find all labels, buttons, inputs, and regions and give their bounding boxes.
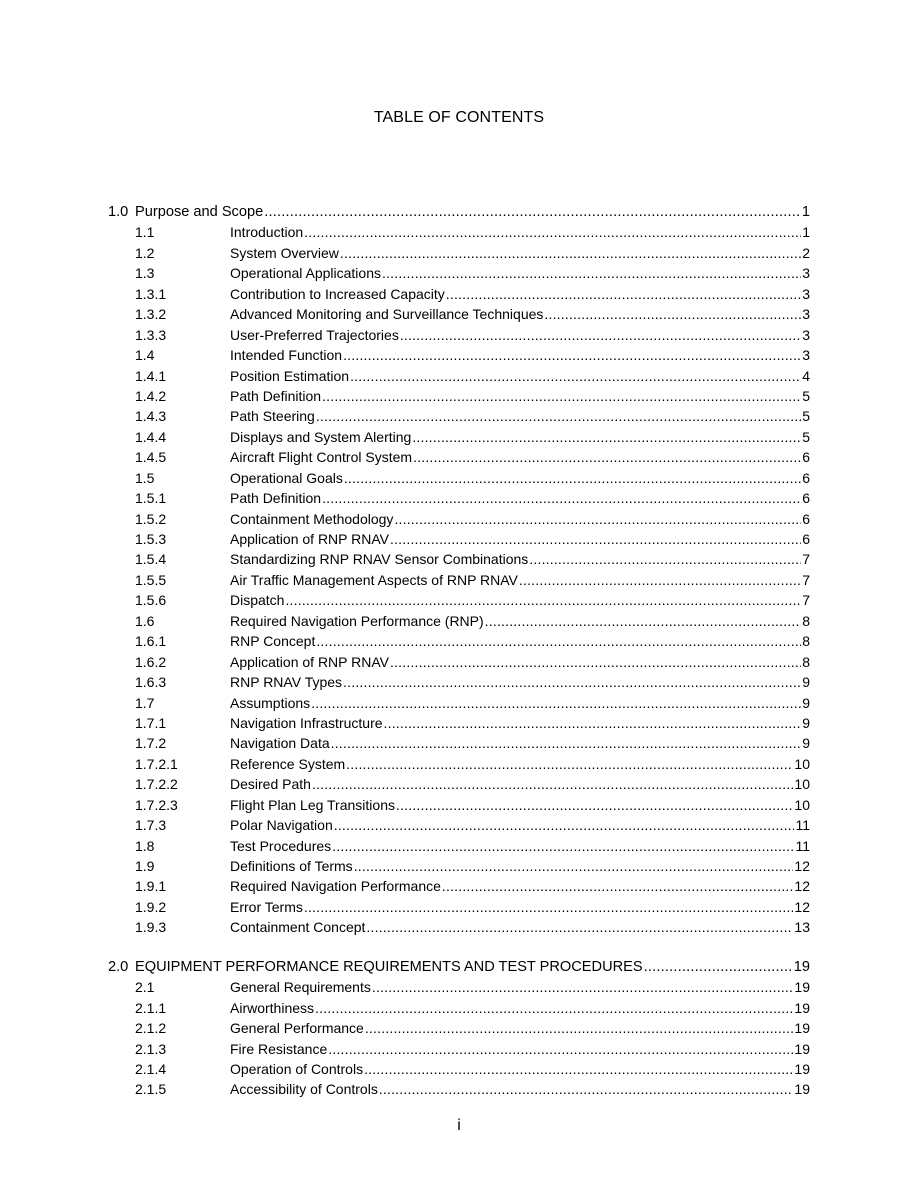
toc-entry-number: 1.5.3 <box>135 531 167 547</box>
dot-leader <box>412 427 801 447</box>
toc-entry-body <box>230 427 810 447</box>
dot-leader <box>343 672 801 692</box>
toc-entry-title: Application of RNP RNAV <box>230 531 389 547</box>
toc-entry-title: EQUIPMENT PERFORMANCE REQUIREMENTS AND TEST PROCEDURES <box>135 958 643 975</box>
dot-leader <box>304 222 801 242</box>
toc-entry-title: General Requirements <box>230 979 371 996</box>
toc-entry-page: 1 <box>801 204 810 220</box>
dot-leader <box>312 774 793 794</box>
toc-entry-title: Standardizing RNP RNAV Sensor Combinations <box>230 551 529 568</box>
toc-entry[interactable] <box>0 345 918 365</box>
toc-entry-title: Path Steering <box>230 408 315 425</box>
toc-entry-page: 7 <box>802 571 810 588</box>
toc-entry-number: 1.5.5 <box>135 571 167 588</box>
dot-leader <box>519 570 801 590</box>
toc-entry-body <box>230 876 810 896</box>
toc-entry-body <box>230 856 810 876</box>
toc-entry-page: 12 <box>794 858 810 874</box>
dot-leader <box>529 549 801 569</box>
toc-entry-body <box>230 549 810 569</box>
dot-leader <box>400 325 801 345</box>
toc-entry-page: 10 <box>794 755 810 772</box>
dot-leader <box>328 1039 793 1059</box>
toc-entry-title: Containment Concept <box>230 919 366 936</box>
toc-entry-body <box>230 977 810 997</box>
toc-entry-title: Operational Goals <box>230 469 343 486</box>
toc-entry-body <box>230 836 810 856</box>
dot-leader <box>396 795 793 815</box>
dot-leader <box>366 917 793 937</box>
toc-entry-page: 12 <box>794 898 810 915</box>
toc-entry[interactable] <box>0 733 918 753</box>
toc-entry[interactable] <box>0 549 918 569</box>
toc-entry-page: 19 <box>793 958 810 975</box>
toc-entry[interactable] <box>0 631 918 651</box>
toc-entry-title: Air Traffic Management Aspects of RNP RNAV <box>230 571 518 588</box>
toc-entry-title: Operation of Controls <box>230 1060 364 1077</box>
toc-entry-page: 9 <box>802 735 810 752</box>
toc-entry-title: Path Definition <box>230 387 322 404</box>
toc-entry-body <box>230 1039 810 1059</box>
toc-entry-number: 2.1.4 <box>135 1060 167 1077</box>
toc-entry-page: 8 <box>802 612 810 629</box>
toc-entry-body <box>230 304 810 324</box>
toc-entry-body <box>230 774 810 794</box>
toc-entry-page: 10 <box>794 796 810 813</box>
toc-entry-body <box>230 263 810 283</box>
toc-entry-page: 6 <box>802 449 810 466</box>
toc-entry-number: 1.4.5 <box>135 449 167 466</box>
toc-entry-title: Airworthiness <box>230 999 315 1016</box>
toc-entry-body <box>230 345 810 365</box>
toc-entry-title: Reference System <box>230 755 346 772</box>
toc-entry[interactable] <box>0 529 918 549</box>
toc-entry-number: 1.7.1 <box>135 714 167 731</box>
toc-entry-page: 11 <box>795 817 810 834</box>
toc-entry-body <box>230 325 810 345</box>
toc-entry-body <box>230 1018 810 1038</box>
toc-entry[interactable] <box>0 1039 918 1059</box>
dot-leader <box>364 1059 793 1079</box>
toc-entry-number: 2.0 <box>108 958 129 975</box>
toc-entry-body <box>230 1079 810 1099</box>
toc-entry-body <box>230 998 810 1018</box>
toc-entry-page: 3 <box>802 285 810 302</box>
toc-entry-page: 6 <box>802 531 810 547</box>
toc-entry-page: 3 <box>802 265 810 282</box>
toc-entry-body <box>230 795 810 815</box>
toc-entry-number: 2.1.2 <box>135 1020 167 1037</box>
toc-entry-body <box>230 243 810 263</box>
toc-entry-title: Dispatch <box>230 592 285 609</box>
toc-entry-number: 1.4 <box>135 347 155 364</box>
dot-leader <box>344 468 801 488</box>
toc-entry-page: 7 <box>802 551 810 568</box>
toc-entry-body <box>230 570 810 590</box>
toc-entry[interactable] <box>0 386 918 406</box>
toc-entry-page: 3 <box>802 306 810 323</box>
toc-entry-body <box>230 693 810 713</box>
toc-entry-title: Navigation Data <box>230 735 330 752</box>
toc-entry-page: 4 <box>802 367 810 384</box>
toc-entry-title: RNP Concept <box>230 633 316 650</box>
toc-entry-body <box>135 202 810 222</box>
dot-leader <box>343 345 801 365</box>
toc-entry-title: Containment Methodology <box>230 510 394 527</box>
toc-entry[interactable] <box>0 856 918 876</box>
toc-entry-body <box>230 611 810 631</box>
dot-leader <box>304 897 794 917</box>
toc-entry[interactable] <box>0 447 918 467</box>
toc-entry-page: 10 <box>794 776 810 793</box>
toc-entry-title: Error Terms <box>230 898 303 915</box>
toc-entry-body <box>230 590 810 610</box>
toc-entry-title: Displays and System Alerting <box>230 428 412 445</box>
toc-entry-body <box>230 897 810 917</box>
dot-leader <box>446 284 801 304</box>
toc-entry-title: Intended Function <box>230 347 343 364</box>
toc-entry-body <box>230 529 810 549</box>
toc-entry-number: 1.9.2 <box>135 898 167 915</box>
toc-entry-page: 19 <box>794 999 810 1016</box>
toc-entry-title: Polar Navigation <box>230 817 333 834</box>
toc-entry-page: 19 <box>794 1060 810 1077</box>
table-of-contents <box>0 202 918 1100</box>
toc-entry[interactable] <box>0 713 918 733</box>
toc-entry-title: Required Navigation Performance (RNP) <box>230 612 484 629</box>
toc-entry-body <box>230 672 810 692</box>
toc-entry-page: 2 <box>802 244 810 261</box>
dot-leader <box>390 529 801 549</box>
toc-entry-page: 9 <box>802 674 810 691</box>
dot-leader <box>331 733 802 753</box>
toc-entry-page: 6 <box>802 510 810 527</box>
toc-entry[interactable] <box>0 1018 918 1038</box>
toc-entry[interactable] <box>0 1059 918 1079</box>
toc-entry-number: 1.5.4 <box>135 551 167 568</box>
toc-entry[interactable] <box>0 815 918 835</box>
toc-entry[interactable] <box>0 795 918 815</box>
dot-leader <box>316 406 801 426</box>
toc-entry-title: Navigation Infrastructure <box>230 714 383 731</box>
toc-entry-page: 19 <box>794 1020 810 1037</box>
toc-entry-title: Assumptions <box>230 694 311 711</box>
toc-entry-number: 1.7.2 <box>135 735 167 752</box>
toc-entry-page: 5 <box>802 428 810 445</box>
toc-entry-body <box>230 917 810 937</box>
dot-leader <box>365 1018 794 1038</box>
toc-entry-number: 1.7.3 <box>135 817 167 834</box>
dot-leader <box>322 386 801 406</box>
toc-entry[interactable] <box>0 897 918 917</box>
toc-entry-title: Purpose and Scope <box>135 204 264 220</box>
toc-entry-number: 1.6.2 <box>135 653 167 670</box>
toc-entry-number: 1.4.1 <box>135 367 167 384</box>
toc-entry-title: Operational Applications <box>230 265 381 282</box>
toc-entry-number: 1.4.2 <box>135 387 167 404</box>
toc-entry[interactable] <box>0 693 918 713</box>
toc-entry[interactable] <box>0 222 918 242</box>
toc-entry-number: 1.7.2.3 <box>135 796 178 813</box>
toc-entry-title: General Performance <box>230 1020 364 1037</box>
toc-entry[interactable] <box>0 754 918 774</box>
toc-entry[interactable] <box>0 590 918 610</box>
toc-entry-title: Application of RNP RNAV <box>230 653 389 670</box>
toc-entry-number: 1.3.1 <box>135 285 167 302</box>
toc-entry[interactable] <box>0 468 918 488</box>
toc-entry-number: 1.3.2 <box>135 306 167 323</box>
toc-entry-number: 1.5 <box>135 469 155 486</box>
dot-leader <box>332 836 794 856</box>
toc-entry-number: 1.7.2.1 <box>135 755 178 772</box>
toc-entry[interactable] <box>0 611 918 631</box>
toc-entry-number: 2.1.3 <box>135 1040 167 1057</box>
toc-entry-number: 1.0 <box>108 204 129 220</box>
toc-entry-body <box>230 447 810 467</box>
toc-entry[interactable] <box>0 366 918 386</box>
toc-entry-body <box>230 1059 810 1079</box>
toc-entry-page: 8 <box>802 633 810 650</box>
toc-entry-title: Path Definition <box>230 490 322 507</box>
dot-leader <box>372 977 794 997</box>
page-number: i <box>457 1117 461 1134</box>
toc-entry-page: 6 <box>802 469 810 486</box>
toc-entry-number: 1.6 <box>135 612 155 629</box>
toc-entry-body <box>230 652 810 672</box>
dot-leader <box>413 447 801 467</box>
toc-entry-page: 1 <box>802 224 810 241</box>
toc-entry[interactable] <box>0 570 918 590</box>
toc-entry-page: 9 <box>802 694 810 711</box>
toc-entry-body <box>230 631 810 651</box>
toc-entry-body <box>230 386 810 406</box>
toc-entry-body <box>230 815 810 835</box>
toc-entry-number: 1.5.2 <box>135 510 167 527</box>
toc-entry[interactable] <box>0 406 918 426</box>
toc-entry[interactable] <box>0 304 918 324</box>
toc-entry-page: 5 <box>802 387 810 404</box>
toc-entry[interactable] <box>0 652 918 672</box>
toc-entry[interactable] <box>0 774 918 794</box>
toc-entry[interactable] <box>0 263 918 283</box>
dot-leader <box>442 876 794 896</box>
toc-entry[interactable] <box>0 325 918 345</box>
dot-leader <box>316 631 801 651</box>
toc-entry-body <box>230 468 810 488</box>
toc-entry-title: Contribution to Increased Capacity <box>230 285 445 302</box>
toc-entry[interactable] <box>0 672 918 692</box>
dot-leader <box>485 611 802 631</box>
toc-entry-number: 1.7.2.2 <box>135 776 178 793</box>
toc-entry[interactable] <box>0 202 918 222</box>
page-title: TABLE OF CONTENTS <box>373 109 545 126</box>
toc-entry-number: 1.4.3 <box>135 408 167 425</box>
toc-entry-number: 1.9.1 <box>135 878 167 895</box>
toc-entry-title: Aircraft Flight Control System <box>230 449 413 466</box>
dot-leader <box>379 1079 794 1099</box>
toc-entry-body <box>230 406 810 426</box>
toc-entry-number: 1.9.3 <box>135 919 167 936</box>
toc-entry-title: Flight Plan Leg Transitions <box>230 796 395 813</box>
toc-entry-page: 19 <box>794 979 810 996</box>
toc-entry-title: System Overview <box>230 244 339 261</box>
toc-entry-page: 19 <box>794 1081 810 1098</box>
dot-leader <box>340 243 801 263</box>
toc-entry-number: 1.9 <box>135 858 155 874</box>
dot-leader <box>544 304 801 324</box>
toc-entry-title: Advanced Monitoring and Surveillance Techniques <box>230 306 544 323</box>
toc-entry-number: 1.6.1 <box>135 633 167 650</box>
toc-entry-title: Test Procedures <box>230 837 332 854</box>
toc-entry[interactable] <box>0 977 918 997</box>
dot-leader <box>394 509 801 529</box>
toc-entry[interactable] <box>0 284 918 304</box>
toc-entry-page: 3 <box>802 347 810 364</box>
toc-entry-page: 3 <box>802 326 810 343</box>
dot-leader <box>390 652 801 672</box>
toc-entry-number: 1.3 <box>135 265 155 282</box>
toc-entry[interactable] <box>0 917 918 937</box>
toc-entry-number: 1.1 <box>135 224 155 241</box>
dot-leader <box>384 713 802 733</box>
toc-entry-body <box>230 713 810 733</box>
toc-entry-body <box>230 488 810 508</box>
dot-leader <box>644 957 793 977</box>
toc-entry-body <box>135 957 810 977</box>
toc-entry-title: Required Navigation Performance <box>230 878 441 895</box>
toc-entry-number: 2.1.5 <box>135 1081 167 1098</box>
toc-entry-title: Position Estimation <box>230 367 350 384</box>
toc-entry-title: Definitions of Terms <box>230 858 353 874</box>
toc-entry-number: 1.4.4 <box>135 428 167 445</box>
toc-entry-page: 19 <box>794 1040 810 1057</box>
toc-entry-page: 8 <box>802 653 810 670</box>
toc-entry[interactable] <box>0 998 918 1018</box>
dot-leader <box>315 998 793 1018</box>
toc-entry-number: 1.5.6 <box>135 592 167 609</box>
toc-entry-number: 2.1 <box>135 979 155 996</box>
toc-entry[interactable] <box>0 509 918 529</box>
toc-entry-body <box>230 754 810 774</box>
toc-entry[interactable] <box>0 488 918 508</box>
toc-entry-title: Fire Resistance <box>230 1040 328 1057</box>
toc-entry[interactable] <box>0 957 918 977</box>
toc-entry-page: 6 <box>802 490 810 507</box>
toc-entry-number: 1.2 <box>135 244 155 261</box>
toc-entry-title: RNP RNAV Types <box>230 674 343 691</box>
toc-entry-title: Introduction <box>230 224 304 241</box>
toc-entry-number: 1.8 <box>135 837 155 854</box>
dot-leader <box>350 366 801 386</box>
toc-entry-page: 7 <box>802 592 810 609</box>
toc-entry[interactable] <box>0 876 918 896</box>
toc-entry-number: 1.7 <box>135 694 155 711</box>
toc-entry-page: 11 <box>795 837 810 854</box>
toc-entry[interactable] <box>0 243 918 263</box>
toc-entry-number: 1.6.3 <box>135 674 167 691</box>
toc-entry-page: 5 <box>802 408 810 425</box>
toc-entry-number: 2.1.1 <box>135 999 167 1016</box>
dot-leader <box>382 263 801 283</box>
toc-entry-number: 1.5.1 <box>135 490 167 507</box>
dot-leader <box>285 590 801 610</box>
toc-entry[interactable] <box>0 836 918 856</box>
toc-entry-title: User-Preferred Trajectories <box>230 326 399 343</box>
toc-entry-body <box>230 222 810 242</box>
toc-entry-body <box>230 733 810 753</box>
toc-entry[interactable] <box>0 427 918 447</box>
toc-entry-page: 12 <box>794 878 810 895</box>
toc-entry[interactable] <box>0 1079 918 1099</box>
dot-leader <box>354 856 794 876</box>
dot-leader <box>334 815 795 835</box>
toc-entry-page: 13 <box>794 919 810 936</box>
toc-entry-title: Accessibility of Controls <box>230 1081 378 1098</box>
dot-leader <box>346 754 793 774</box>
toc-entry-title: Desired Path <box>230 776 311 793</box>
toc-entry-number: 1.3.3 <box>135 326 167 343</box>
dot-leader <box>264 202 801 222</box>
dot-leader <box>322 488 801 508</box>
toc-entry-body <box>230 509 810 529</box>
toc-entry-body <box>230 284 810 304</box>
toc-entry-body <box>230 366 810 386</box>
toc-entry-page: 9 <box>802 714 810 731</box>
dot-leader <box>311 693 801 713</box>
